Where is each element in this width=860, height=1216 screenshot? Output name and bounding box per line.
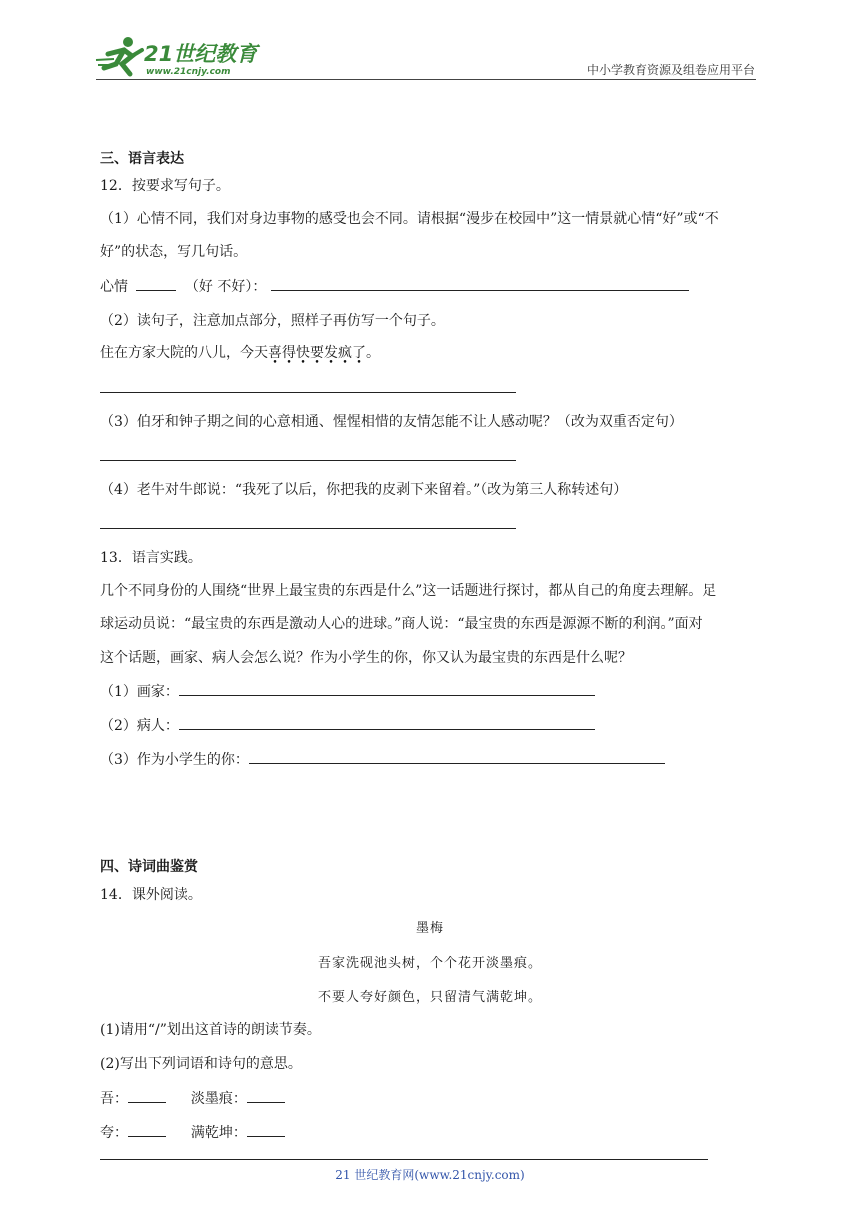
section4-title: 四、诗词曲鉴赏 bbox=[100, 859, 198, 875]
word-blank[interactable] bbox=[128, 1088, 166, 1103]
answer-line-p2[interactable] bbox=[100, 392, 516, 393]
q13-a2-label: （2）病人： bbox=[100, 718, 179, 734]
dotted-char: 要 bbox=[310, 345, 324, 361]
dotted-char: 快 bbox=[296, 345, 310, 361]
painter-answer-blank[interactable] bbox=[179, 681, 595, 696]
q12-p4: （4）老牛对牛郎说：“我死了以后，你把我的皮剥下来留着。”（改为第三人称转述句） bbox=[100, 482, 628, 498]
word-label: 夸： bbox=[100, 1125, 128, 1141]
answer-line-p3[interactable] bbox=[100, 460, 516, 461]
q14-task2: (2)写出下列词语和诗句的意思。 bbox=[100, 1056, 302, 1072]
word-blank[interactable] bbox=[247, 1088, 285, 1103]
word-blank[interactable] bbox=[128, 1122, 166, 1137]
q13-body-line2: 球运动员说：“最宝贵的东西是激动人心的进球。”商人说：“最宝贵的东西是源源不断的利润。”面对 bbox=[100, 616, 703, 632]
q14-stem: 14．课外阅读。 bbox=[100, 887, 202, 903]
dotted-char: 了 bbox=[352, 345, 366, 361]
dotted-char: 得 bbox=[282, 345, 296, 361]
footer-divider bbox=[100, 1159, 708, 1160]
q13-body-line1: 几个不同身份的人围绕“世界上最宝贵的东西是什么”这一话题进行探讨，都从自己的角度去理解。足 bbox=[100, 583, 717, 599]
example-prefix: 住在方家大院的八儿，今天 bbox=[100, 345, 268, 361]
q13-a3-label: （3）作为小学生的你： bbox=[100, 752, 249, 768]
mood-choice-blank[interactable] bbox=[136, 276, 176, 291]
q14-task1: (1)请用“/”划出这首诗的朗读节奏。 bbox=[100, 1022, 321, 1038]
word-label: 吾： bbox=[100, 1091, 128, 1107]
q13-a1-label: （1）画家： bbox=[100, 684, 179, 700]
q12-stem: 12．按要求写句子。 bbox=[100, 178, 230, 194]
section3-title: 三、语言表达 bbox=[100, 151, 184, 167]
q13-body-line3: 这个话题，画家、病人会怎么说？作为小学生的你，你又认为最宝贵的东西是什么呢？ bbox=[100, 650, 632, 666]
mood-answer-row bbox=[100, 276, 689, 296]
poem-title: 墨梅 bbox=[415, 921, 444, 936]
mood-label: 心情 bbox=[100, 279, 128, 295]
word-row-2 bbox=[100, 1122, 285, 1142]
q12-p3: （3）伯牙和钟子期之间的心意相通、惺惺相惜的友情怎能不让人感动呢？（改为双重否定句） bbox=[100, 414, 683, 430]
word-row-1 bbox=[100, 1088, 285, 1108]
example-suffix: 。 bbox=[366, 345, 380, 361]
patient-answer-blank[interactable] bbox=[179, 715, 595, 730]
example-sentence bbox=[100, 342, 380, 362]
poem-line-2: 不要人夸好颜色，只留清气满乾坤。 bbox=[317, 990, 542, 1005]
mood-sentence-blank[interactable] bbox=[271, 276, 689, 291]
q12-p1-line1: （1）心情不同，我们对身边事物的感受也会不同。请根据“漫步在校园中”这一情景就心情“好”或“不 bbox=[100, 211, 719, 227]
word-label: 满乾坤： bbox=[190, 1125, 247, 1141]
q13-a3-row bbox=[100, 749, 665, 769]
header-divider bbox=[96, 79, 756, 80]
answer-line-p4[interactable] bbox=[100, 528, 516, 529]
q13-a1-row bbox=[100, 681, 595, 701]
q12-p2: （2）读句子，注意加点部分，照样子再仿写一个句子。 bbox=[100, 313, 445, 329]
q13-stem: 13．语言实践。 bbox=[100, 550, 202, 566]
platform-name: 中小学教育资源及组卷应用平台 bbox=[586, 63, 755, 77]
dotted-char: 疯 bbox=[338, 345, 352, 361]
footer-link[interactable]: 21 世纪教育网(www.21cnjy.com) bbox=[335, 1168, 525, 1182]
q12-p1-line2: 好”的状态，写几句话。 bbox=[100, 244, 248, 260]
mood-options: （好 不好）： bbox=[184, 279, 267, 295]
dotted-char: 发 bbox=[324, 345, 338, 361]
student-answer-blank[interactable] bbox=[249, 749, 665, 764]
logo-url: www.21cnjy.com bbox=[146, 67, 231, 77]
word-blank[interactable] bbox=[247, 1122, 285, 1137]
word-label: 淡墨痕： bbox=[190, 1091, 247, 1107]
logo-text: 21世纪教育 bbox=[144, 42, 258, 66]
poem-line-1: 吾家洗砚池头树，个个花开淡墨痕。 bbox=[317, 956, 542, 971]
q13-a2-row bbox=[100, 715, 595, 735]
dotted-char: 喜 bbox=[268, 345, 282, 361]
